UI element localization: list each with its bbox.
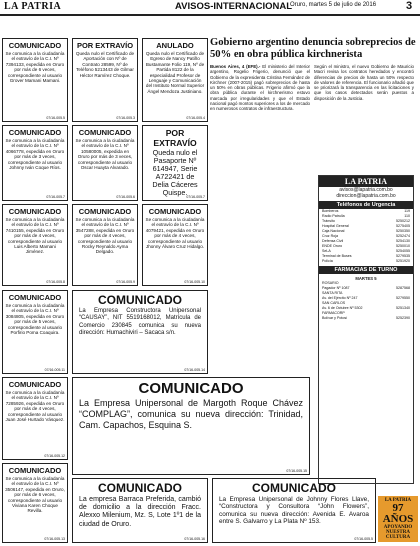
- ad-body: La Empresa Unipersonal de Johnny Flores Llave, “Constructora y Consultora “John Flowers”, comunica su nueva dirección: Avenida E. Avaroa entre S. Galvarro y La Plata Nº 153.: [219, 496, 369, 526]
- list-item-number: 5279535: [396, 254, 410, 258]
- list-item-name: SANTA RITA: [322, 291, 343, 295]
- ad-body: Se comunica a la ciudadanía el extravío de la C.I. Nº 7410155, expedida en Oruro por más de 4 veces, correspondiente al usuario Luis Alberto Mamani Jiménez.: [5, 217, 65, 255]
- list-item-number: 5251340: [396, 306, 410, 310]
- ad-code: 07/16-005.14: [184, 368, 205, 372]
- list-item-number: 5279550: [396, 296, 410, 300]
- list-item-name: ROSARIO: [322, 281, 339, 285]
- list-item-name: Cruz Roja: [322, 234, 338, 238]
- list-item-name: Hospital General: [322, 224, 349, 228]
- classified-ad: [2, 377, 68, 460]
- promo-line: APOYANDO: [383, 525, 413, 530]
- info-brand: LA PATRIA: [319, 176, 413, 187]
- email-direction: direccion@lapatria.com.bo: [336, 193, 396, 199]
- list-item-name: Tránsito: [322, 219, 335, 223]
- classified-ad: [142, 38, 208, 122]
- pharmacy-day: MARTES 5: [355, 276, 377, 281]
- business-notice: [72, 290, 208, 374]
- business-notice: [72, 478, 208, 543]
- ad-code: 07/16-005.5: [354, 537, 373, 541]
- ad-title: ANULADO: [156, 41, 194, 50]
- ad-title: POR EXTRAVÍO: [76, 41, 134, 50]
- list-item-number: 5254130: [396, 239, 410, 243]
- ad-body: La Empresa Constructora Unipersonal “CAUSAY”, NIT 5519168012, Matrícula de Comercio 230845 comunica su nueva dirección: Humachiviri – Sacaca s/n.: [79, 308, 201, 337]
- ad-title: COMUNICADO: [98, 293, 182, 307]
- ad-code: 07/16-005.4: [186, 116, 205, 120]
- classified-ad: [2, 38, 68, 122]
- list-item: [322, 259, 410, 264]
- ad-title: COMUNICADO: [148, 207, 202, 216]
- article-body: [210, 64, 416, 175]
- list-item-number: 5287568: [396, 286, 410, 290]
- list-item-number: 5275405: [396, 224, 410, 228]
- ad-code: 07/16-005.7: [46, 195, 65, 199]
- ad-title: COMUNICADO: [8, 293, 62, 302]
- list-item-name: SeLA: [322, 249, 331, 253]
- article-headline: Gobierno argentino denuncia sobreprecios de 50% en obra pública kirchnerista: [210, 37, 416, 60]
- ad-title: COMUNICADO: [252, 481, 336, 495]
- ad-body: Queda nulo el Pasaporte Nº 614947, Serie A722421 de Delia Cáceres Quispe.: [152, 148, 198, 197]
- email-ads: avisos@lapatria.com.bo: [339, 187, 393, 193]
- ad-body: Se comunica a la ciudadanía el extravío de la C.I. Nº 10580005, expedida en Oruro por más de 3 veces, correspondiente al usuario Oscar Huayta Alvarado.: [75, 138, 135, 171]
- list-item-name: Bolívar y Potosí: [322, 316, 348, 320]
- list-item-number: 5252474: [396, 234, 410, 238]
- classified-ad: [72, 38, 138, 122]
- page-number: 3: [406, 0, 413, 12]
- ad-code: 07/16-005.3: [116, 116, 135, 120]
- list-item-number: 110: [404, 214, 410, 218]
- ad-code: 07/16-005.11: [44, 368, 65, 372]
- ad-title: COMUNICADO: [78, 207, 132, 216]
- article-credit: Buenos Aires, 4 (EFE).-: [210, 64, 261, 69]
- article-column: [314, 64, 414, 175]
- classified-ad: [142, 204, 208, 286]
- page-header: [0, 0, 420, 16]
- ad-body: La empresa Barraca Preferida, cambió de domicilio a la dirección Fracc. Alexxo Milenium, Mz. S, Lote 1º1 de la ciudad de Oruro.: [79, 496, 201, 528]
- list-item-name: Policía: [322, 259, 333, 263]
- list-item: [322, 316, 410, 321]
- phones-title: Teléfonos de Urgencia: [319, 201, 413, 209]
- ad-code: 07/16-005.15: [286, 469, 307, 473]
- ad-code: 07/16-005.12: [44, 454, 65, 458]
- classified-ad: [72, 125, 138, 201]
- phone-list: [319, 209, 413, 264]
- article-text: Según el ministro, el nuevo Gobierno de Mauricio Macri revisa los contratos heredados y encontró diferencias de precios de hasta un 50% respecto de valores de referencia. El funcionario añadió que se priorizará la transparencia en las licitaciones y que los casos detectados serán puestos a disposición de la Justicia.: [314, 64, 414, 101]
- anniversary-promo: [378, 496, 418, 542]
- ad-title: POR EXTRAVÍO: [153, 128, 197, 148]
- promo-line: CULTURA: [385, 535, 411, 540]
- ad-title: COMUNICADO: [8, 466, 62, 475]
- ad-body: Se comunica a la ciudadanía el extravío de la C.I. Nº 4066778, expedida en Oruro por más de 3 veces, correspondiente al usuario Johnny Iván Coque Ríos.: [5, 138, 65, 171]
- pharmacy-bar: FARMACIAS DE TURNO: [319, 266, 413, 274]
- list-item-name: Av. 6 de Octubre Nº 5302: [322, 306, 363, 310]
- promo-brand: LA PATRIA: [384, 498, 412, 503]
- ad-code: 07/16-005.8: [46, 280, 65, 284]
- classified-ad: [142, 125, 208, 201]
- list-item-number: 119: [404, 209, 410, 213]
- ad-body: Se comunica a la ciudadanía el extravío de la C.I. Nº 4079421, expedida en Oruro por más de 4 veces, correspondiente al usuario Jhonny Álvaro Cruz Hidalgo.: [145, 217, 205, 250]
- list-item-name: Caja Nacional: [322, 229, 345, 233]
- list-item-number: 5254055: [396, 249, 410, 253]
- list-item-number: 5250350: [396, 229, 410, 233]
- pharmacy-list: [319, 281, 413, 321]
- ad-body: Se comunica a la ciudadanía el extravío de la C.I. Nº 3547288, expedida en Oruro por más de 4 veces, correspondiente al usuario Rocky Reynaldo Ayma Delgado.: [75, 217, 135, 255]
- list-item-number: 5252390: [396, 316, 410, 320]
- list-item-name: FARMACORP: [322, 311, 345, 315]
- list-item-name: Pagador Nº 1087: [322, 286, 350, 290]
- ad-title: COMUNICADO: [138, 380, 244, 397]
- list-item-name: ENDE Oruro: [322, 244, 343, 248]
- list-item-number: 5250010: [396, 244, 410, 248]
- article-column: [210, 64, 310, 175]
- ad-body: Queda nulo el Certificado de Aportación con Nº de Contrato 28599, Nº de Teléfono 5213443 de Gilmar Héctor Ramírez Choque.: [75, 51, 135, 78]
- ad-body: Se comunica a la ciudadanía el extravío de la C.I. Nº 3506147, expedida en Oruro, por más de 6 veces, correspondiente al usuario Viviana Karen Choque Revilla.: [5, 476, 65, 514]
- ad-code: 07/16-005.13: [44, 537, 65, 541]
- dateline: Oruro, martes 5 de julio de 2016: [290, 2, 377, 8]
- ad-title: COMUNICADO: [98, 481, 182, 495]
- ad-code: 07/16-005.5: [46, 116, 65, 120]
- list-item-name: SAN CARLOS: [322, 301, 346, 305]
- classified-ad: [72, 204, 138, 286]
- ad-body: Queda nulo el Certificado de Egreso de Nancy Patiño Bustamante Folio 119, Nº de Partida 8122 de la especialidad Profesor de Lenguaje y Comunicación del Instituto Normal Superior Ángel Mendoza Justiniano.: [145, 51, 205, 94]
- list-item-name: Defensa Civil: [322, 239, 344, 243]
- ad-body: Se comunica a la ciudadanía el extravío de la C.I. Nº 7394133, expedida en Oruro por más de 6 veces, correspondiente al usuario Grover Mamani Mamani.: [5, 51, 65, 84]
- ad-code: 07/16-005.9: [116, 280, 135, 284]
- list-item-name: Radio Patrulla: [322, 214, 345, 218]
- business-notice: [72, 377, 310, 475]
- ad-body: Se comunica a la ciudadanía el extravío de la C.I. Nº 3084805, expedida en Oruro por más de 5 veces, correspondiente al usuario Porfirio Poma Coaquira.: [5, 303, 65, 336]
- ad-body: La Empresa Unipersonal de Margoth Roque Chávez “COMPLAG”, comunica su nueva dirección: Trinidad, Cam. Capachos, Esquina S.: [79, 398, 303, 430]
- promo-line: NUESTRA: [386, 530, 410, 535]
- business-notice: [212, 478, 376, 543]
- classified-ad: [2, 290, 68, 374]
- ad-code: 07/16-005.16: [184, 537, 205, 541]
- promo-years: 97 AÑOS: [382, 502, 414, 525]
- list-item-name: Av. del Ejército Nº 247: [322, 296, 358, 300]
- masthead: LA PATRIA: [4, 1, 62, 12]
- ad-title: COMUNICADO: [8, 380, 62, 389]
- ad-code: 07/16-005.7: [186, 195, 205, 199]
- ad-body: Se comunica a la ciudadanía el extravío de la C.I. Nº 7285926, expedida en Oruro por más de 4 veces, correspondiente al usuario Juan José Hurtado Vásquez.: [5, 390, 65, 423]
- info-box: [318, 175, 414, 484]
- ad-title: COMUNICADO: [8, 128, 62, 137]
- list-item-number: 5250212: [396, 219, 410, 223]
- list-item-name: Terminal de Buses: [322, 254, 352, 258]
- ad-code: 07/16-005.10: [184, 280, 205, 284]
- classified-ad: [2, 125, 68, 201]
- ad-code: 07/16-005.6: [116, 195, 135, 199]
- classified-ad: [2, 204, 68, 286]
- ad-title: COMUNICADO: [8, 207, 62, 216]
- ad-title: COMUNICADO: [8, 41, 62, 50]
- list-item-name: Bomberos: [322, 209, 339, 213]
- section-title: AVISOS-INTERNACIONAL: [175, 1, 292, 12]
- list-item-number: 5251920: [396, 259, 410, 263]
- article-text: El ministerio del Interior argentino, Rogelio Frigerio, denunció que el Gobierno de la expresidenta Cristina Fernández de Kirchner (2007-2015) pagó sobreprecios de hasta un 50% en obras públicas. Frigerio afirmó que la obra pública durante el kirchnerismo estuvo marcada por irregularidades y que el Estado nacional pagó montos superiores a los de mercado en numerosos contratos de infraestructura.: [210, 64, 310, 112]
- classified-ad: [2, 463, 68, 543]
- ad-title: COMUNICADO: [78, 128, 132, 137]
